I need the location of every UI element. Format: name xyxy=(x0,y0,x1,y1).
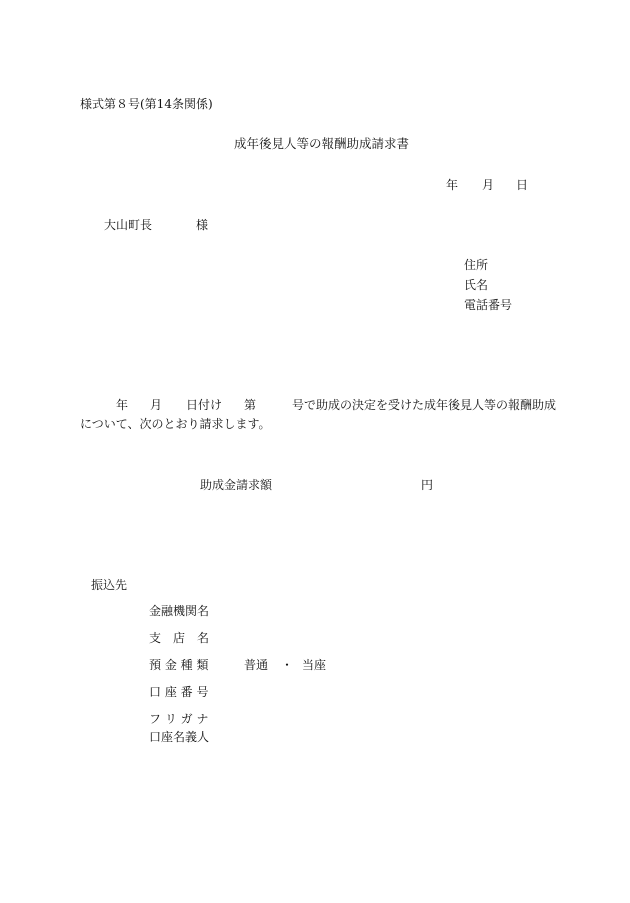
bank-branch-label: 支 店 名 xyxy=(149,631,210,645)
applicant-name-label: 氏名 xyxy=(464,278,489,292)
body-year-label: 年 xyxy=(116,398,129,412)
applicant-phone-label: 電話番号 xyxy=(464,298,513,312)
body-line2-text: について、次のとおり請求します。 xyxy=(80,417,271,431)
bank-furigana-label: フ リ ガ ナ xyxy=(149,712,209,726)
bank-account-number-label: 口 座 番 号 xyxy=(149,685,209,699)
bank-institution-label: 金融機関名 xyxy=(149,604,210,618)
account-type-separator: ・ xyxy=(281,658,294,672)
body-line1-text: 号で助成の決定を受けた成年後見人等の報酬助成 xyxy=(292,398,557,412)
addressee-name: 大山町長 xyxy=(104,218,153,232)
bank-holder-label: 口座名義人 xyxy=(149,730,210,744)
document-title: 成年後見人等の報酬助成請求書 xyxy=(234,136,410,151)
amount-label: 助成金請求額 xyxy=(200,478,273,492)
addressee-honorific: 様 xyxy=(196,218,209,232)
bank-heading: 振込先 xyxy=(91,578,128,592)
date-month-label: 月 xyxy=(482,178,495,192)
amount-unit: 円 xyxy=(421,478,434,492)
body-day-label: 日付け xyxy=(186,398,223,412)
form-number: 様式第８号(第14条関係) xyxy=(80,97,213,111)
body-month-label: 月 xyxy=(150,398,163,412)
date-year-label: 年 xyxy=(446,178,459,192)
account-type-ordinary: 普通 xyxy=(244,658,269,672)
applicant-address-label: 住所 xyxy=(464,258,489,272)
body-dai-label: 第 xyxy=(244,398,257,412)
date-day-label: 日 xyxy=(516,178,529,192)
bank-account-type-label: 預 金 種 類 xyxy=(149,658,209,672)
account-type-current: 当座 xyxy=(302,658,327,672)
